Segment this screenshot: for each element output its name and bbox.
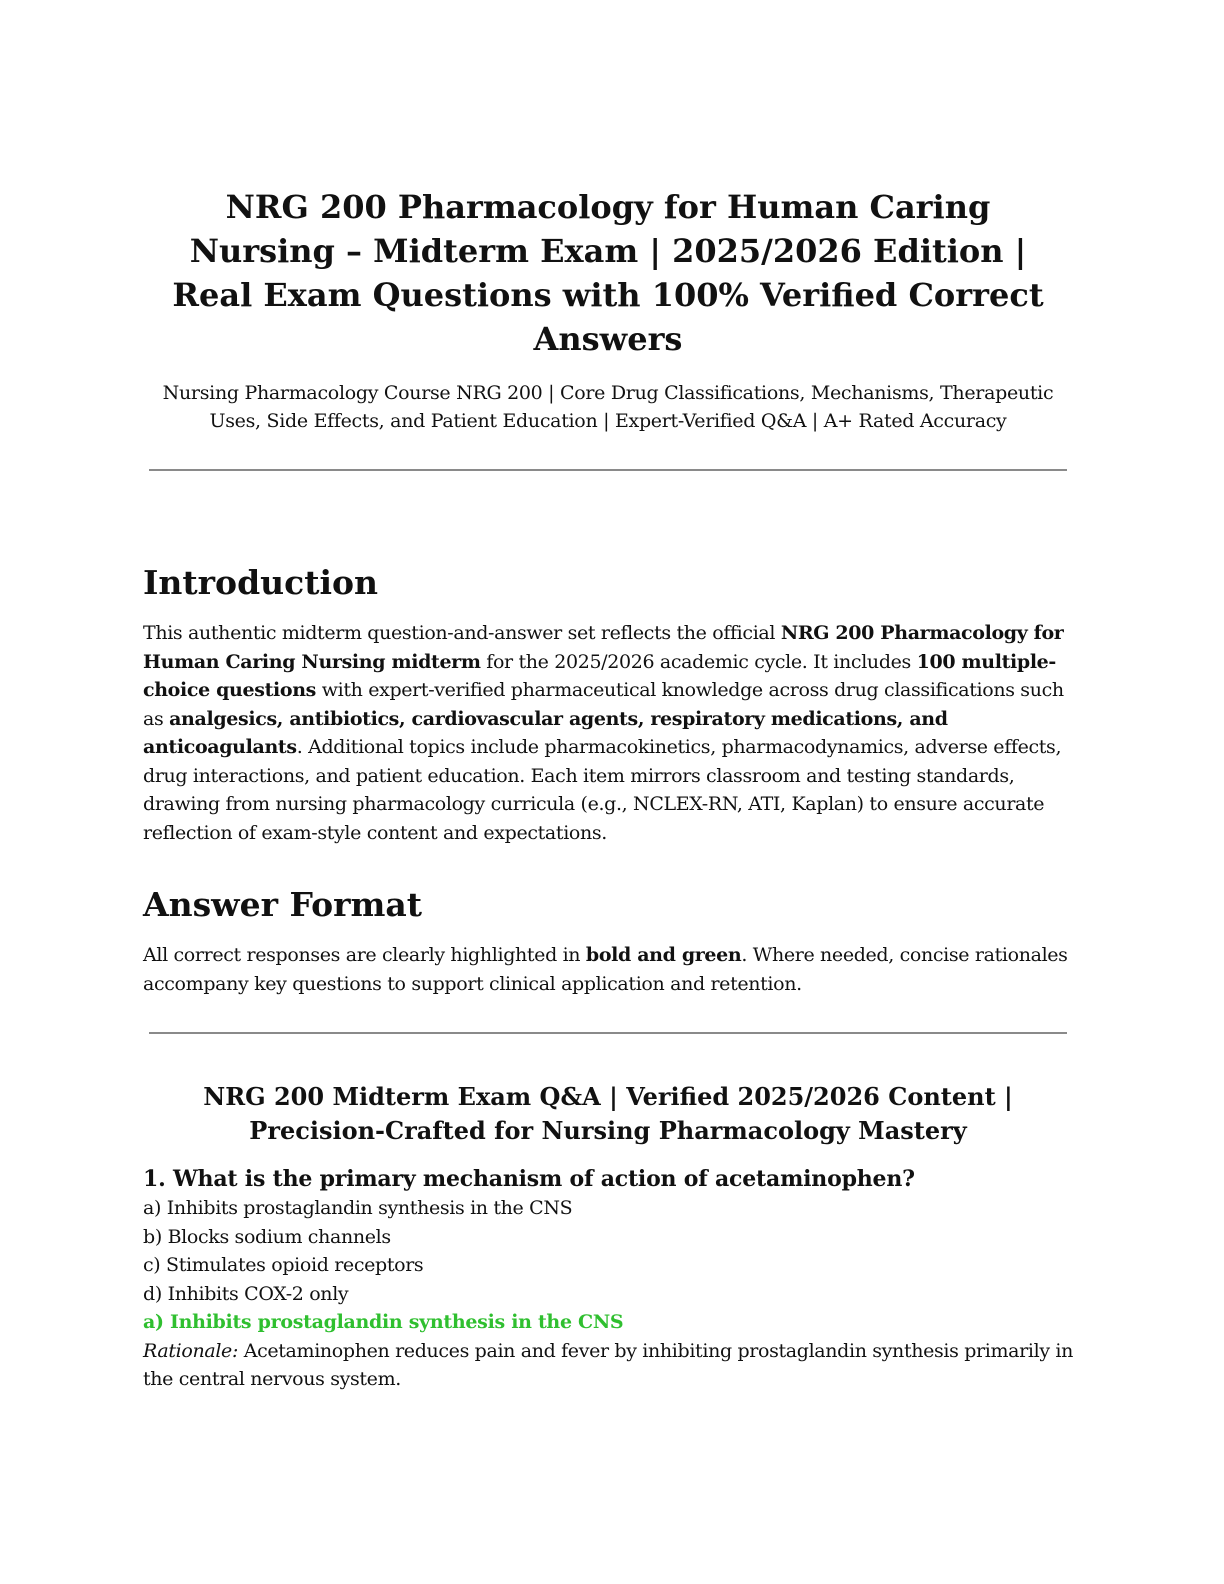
answer-format-heading: Answer Format <box>143 885 423 924</box>
intro-text-4: . Additional topics include pharmacokinetics, pharmacodynamics, adverse effects, drug interactions, and patient education. Each item mirrors classroom and testing standards, drawing from nursing pharmacology curricula (e.g., NCLEX-RN, ATI, Kaplan) to ensure accurate reflection of exam-style content and expectations. <box>143 736 1062 844</box>
divider <box>149 469 1067 471</box>
qa-section-heading <box>143 1080 1073 1148</box>
rationale <box>143 1337 1073 1394</box>
qa-heading-line-2: Precision-Crafted for Nursing Pharmacology Mastery <box>249 1116 967 1145</box>
introduction-heading: Introduction <box>143 563 379 602</box>
question-option: c) Stimulates opioid receptors <box>143 1254 424 1276</box>
intro-text-3: with expert-verified pharmaceutical knowledge across drug classifications such as <box>143 679 1064 730</box>
intro-bold-3: analgesics, antibiotics, cardiovascular agents, respiratory medications, and anticoagulants <box>143 707 948 758</box>
question-option: d) Inhibits COX-2 only <box>143 1282 349 1305</box>
intro-text-1: This authentic midterm question-and-answer set reflects the official <box>143 622 781 644</box>
intro-text-2: for the 2025/2026 academic cycle. It includes <box>480 650 917 673</box>
document-page <box>143 185 1073 1394</box>
format-text-2: . Where needed, concise rationales accompany key questions to support clinical application and retention. <box>143 944 1068 995</box>
intro-bold-1: NRG 200 Pharmacology for Human Caring Nursing midterm <box>143 622 1064 673</box>
question-option: b) Blocks sodium channels <box>143 1225 391 1248</box>
correct-answer: a) Inhibits prostaglandin synthesis in the CNS <box>143 1311 624 1333</box>
document-subtitle: Nursing Pharmacology Course NRG 200 | Core Drug Classifications, Mechanisms, Therapeutic Uses, Side Effects, and Patient Education | Expert-Verified Q&A | A+ Rated Accuracy <box>162 382 1054 432</box>
question-option: a) Inhibits prostaglandin synthesis in the CNS <box>143 1197 573 1219</box>
format-text-1: All correct responses are clearly highlighted in <box>143 944 586 966</box>
rationale-text: Acetaminophen reduces pain and fever by inhibiting prostaglandin synthesis primarily in the central nervous system. <box>143 1339 1074 1390</box>
introduction-paragraph <box>143 619 1073 847</box>
divider <box>149 1032 1067 1034</box>
rationale-label: Rationale: <box>143 1339 239 1362</box>
question-block <box>143 1164 1073 1394</box>
qa-heading-line-1: NRG 200 Midterm Exam Q&A | Verified 2025/2026 Content | <box>203 1082 1013 1111</box>
intro-bold-2: 100 multiple-choice questions <box>143 650 1056 701</box>
question-title: 1. What is the primary mechanism of action of acetaminophen? <box>143 1166 915 1192</box>
answer-format-paragraph <box>143 941 1073 998</box>
document-title: NRG 200 Pharmacology for Human Caring Nursing – Midterm Exam | 2025/2026 Edition | Real Exam Questions with 100% Verified Correct Answers <box>172 188 1044 358</box>
format-bold-1: bold and green <box>585 944 742 966</box>
